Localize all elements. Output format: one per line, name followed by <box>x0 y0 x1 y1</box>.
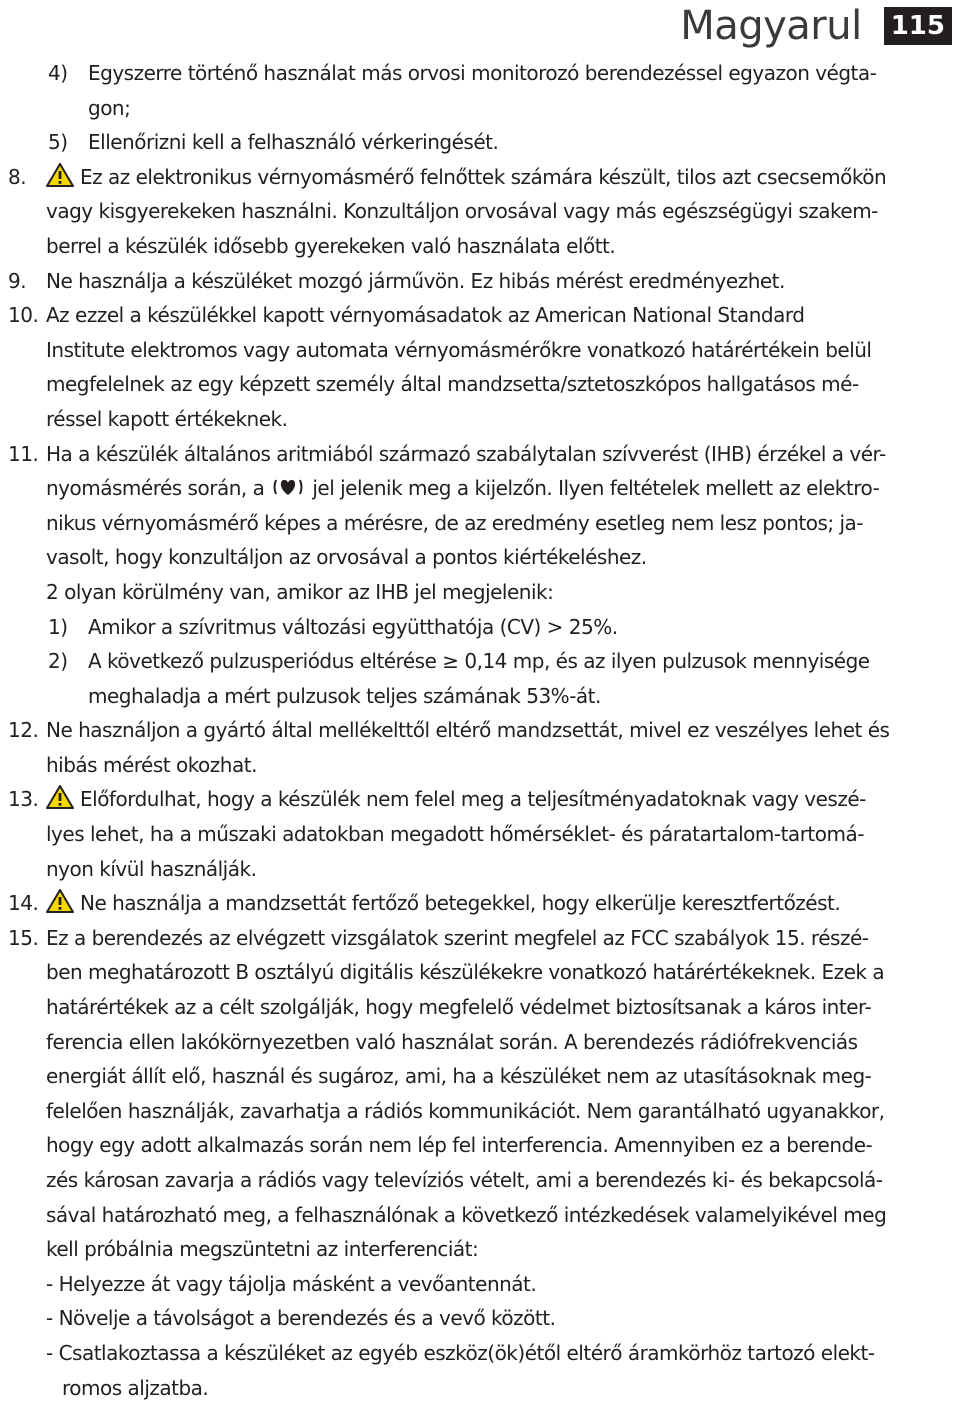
line-text: Ez a berendezés az elvégzett vizsgálatok szerint megfelel az FCC szabályok 15. részé- <box>46 925 869 950</box>
irregular-heartbeat-icon <box>268 476 308 498</box>
text-line <box>0 817 955 852</box>
bullet-line <box>0 1267 955 1302</box>
text-line <box>0 1198 955 1233</box>
item-number: 14. <box>8 891 39 916</box>
line-text: vagy kisgyerekeken használni. Konzultáljon orvosával vagy más egészségügyi szakem- <box>46 199 878 224</box>
line-text: hogy egy adott alkalmazás során nem lép fel interferencia. Amennyiben ez a berende- <box>46 1133 873 1158</box>
text-line <box>0 229 955 264</box>
warning-triangle-icon <box>46 163 74 187</box>
text-line <box>0 333 955 368</box>
page-header <box>680 0 952 52</box>
warning-triangle-icon <box>46 889 74 913</box>
item-number: 12. <box>8 718 39 743</box>
line-text: Ellenőrizni kell a felhasználó vérkeringését. <box>88 130 499 155</box>
text-line <box>0 402 955 437</box>
line-text: Az ezzel a készülékkel kapott vérnyomásadatok az American National Standard <box>46 303 805 328</box>
list-item-13 <box>0 782 955 817</box>
text-line <box>0 1128 955 1163</box>
line-text: 2 olyan körülmény van, amikor az IHB jel megjelenik: <box>46 579 554 604</box>
text-line <box>0 56 955 91</box>
text-line <box>0 852 955 887</box>
item-number: 11. <box>8 441 39 466</box>
sub-item-number: 2) <box>48 649 68 674</box>
line-text: romos aljzatba. <box>62 1375 209 1400</box>
list-item-15 <box>0 921 955 956</box>
document-body <box>0 56 955 1405</box>
item-number: 10. <box>8 303 39 328</box>
list-item-10 <box>0 298 955 333</box>
line-text: ben meghatározott B osztályú digitális készülékekre vonatkozó határértékeknek. Ezek a <box>46 960 885 985</box>
line-text: megfelelnek az egy képzett személy által mandzsetta/sztetoszkópos hallgatásos mé- <box>46 372 859 397</box>
line-text: gon; <box>88 95 131 120</box>
line-text: - Helyezze át vagy tájolja másként a vevőantennát. <box>46 1271 537 1296</box>
text-line <box>0 471 955 506</box>
line-text: ferencia ellen lakókörnyezetben való használat során. A berendezés rádiófrekvenciás <box>46 1029 858 1054</box>
line-text: Ne használja a készüléket mozgó járművön. Ez hibás mérést eredményezhet. <box>46 268 785 293</box>
text-line <box>0 610 955 645</box>
line-text: lyes lehet, ha a műszaki adatokban megadott hőmérséklet- és páratartalom-tartomá- <box>46 822 864 847</box>
text-line <box>0 367 955 402</box>
text-line <box>0 748 955 783</box>
bullet-line <box>0 1336 955 1371</box>
line-text: Ne használja a mandzsettát fertőző betegekkel, hogy elkerülje keresztfertőzést. <box>80 891 841 916</box>
line-text: vasolt, hogy konzultáljon az orvosával a pontos kiértékeléshez. <box>46 545 647 570</box>
list-item-14 <box>0 886 955 921</box>
text-line <box>0 644 955 679</box>
line-text: réssel kapott értékeknek. <box>46 406 288 431</box>
page-number-badge: 115 <box>884 7 952 45</box>
line-text: meghaladja a mért pulzusok teljes számának 53%-át. <box>88 683 601 708</box>
text-line <box>0 194 955 229</box>
line-text: sával határozható meg, a felhasználónak a következő intézkedések valamelyikével meg <box>46 1202 887 1227</box>
line-text: jel jelenik meg a kijelzőn. Ilyen feltételek mellett az elektro- <box>312 476 880 501</box>
line-text: Ne használjon a gyártó által mellékelttől eltérő mandzsettát, mivel ez veszélyes lehet és <box>46 718 890 743</box>
text-line <box>0 1232 955 1267</box>
text-line <box>0 1094 955 1129</box>
text-line <box>0 125 955 160</box>
line-text: energiát állít elő, használ és sugároz, ami, ha a készüléket nem az utasításoknak meg- <box>46 1064 872 1089</box>
line-text: Amikor a szívritmus változási együtthatója (CV) > 25%. <box>88 614 618 639</box>
line-text: zés károsan zavarja a rádiós vagy televíziós vételt, ami a berendezés ki- és bekapcsolá- <box>46 1168 883 1192</box>
item-number: 8. <box>8 164 27 189</box>
line-text: berrel a készülék idősebb gyerekeken való használata előtt. <box>46 233 616 258</box>
line-text: Egyszerre történő használat más orvosi monitorozó berendezéssel egyazon végta- <box>88 61 877 85</box>
text-line <box>0 91 955 126</box>
text-line <box>0 1163 955 1198</box>
sub-item-number: 5) <box>48 130 68 155</box>
line-text: nyon kívül használják. <box>46 856 257 881</box>
text-line <box>0 990 955 1025</box>
line-text: nyomásmérés során, a <box>46 476 265 501</box>
line-text: Ez az elektronikus vérnyomásmérő felnőttek számára készült, tilos azt csecsemőkön <box>80 164 887 189</box>
bullet-line <box>0 1301 955 1336</box>
line-text: Institute elektromos vagy automata vérnyomásmérőkre vonatkozó határértékein belül <box>46 337 872 362</box>
list-item-11 <box>0 437 955 472</box>
text-line <box>0 506 955 541</box>
line-text: felelően használják, zavarhatja a rádiós kommunikációt. Nem garantálható ugyanakkor, <box>46 1098 885 1123</box>
language-title: Magyarul <box>680 3 862 49</box>
line-text: - Csatlakoztassa a készüléket az egyéb eszköz(ök)étől eltérő áramkörhöz tartozó elekt- <box>46 1340 875 1365</box>
text-line <box>0 1059 955 1094</box>
sub-item-number: 4) <box>48 61 68 85</box>
line-text: - Növelje a távolságot a berendezés és a vevő között. <box>46 1306 556 1331</box>
line-text: határértékek az a célt szolgálják, hogy megfelelő védelmet biztosítsanak a káros inter- <box>46 995 872 1020</box>
text-line <box>0 1025 955 1060</box>
text-line <box>0 1371 955 1405</box>
text-line <box>0 540 955 575</box>
text-line <box>0 575 955 610</box>
warning-triangle-icon <box>46 785 74 809</box>
line-text: kell próbálnia megszüntetni az interferenciát: <box>46 1237 479 1262</box>
item-number: 9. <box>8 268 27 293</box>
text-line <box>0 679 955 714</box>
list-item-12 <box>0 713 955 748</box>
text-line <box>0 955 955 990</box>
line-text: Előfordulhat, hogy a készülék nem felel meg a teljesítményadatoknak vagy veszé- <box>80 787 866 812</box>
line-text: A következő pulzusperiódus eltérése ≥ 0,14 mp, és az ilyen pulzusok mennyisége <box>88 649 870 674</box>
item-number: 13. <box>8 787 39 812</box>
line-text: nikus vérnyomásmérő képes a mérésre, de az eredmény esetleg nem lesz pontos; ja- <box>46 510 864 535</box>
item-number: 15. <box>8 925 39 950</box>
list-item-9 <box>0 264 955 299</box>
list-item-8 <box>0 160 955 195</box>
line-text: Ha a készülék általános aritmiából származó szabálytalan szívverést (IHB) érzékel a vér- <box>46 441 886 466</box>
sub-item-number: 1) <box>48 614 68 639</box>
line-text: hibás mérést okozhat. <box>46 752 257 777</box>
